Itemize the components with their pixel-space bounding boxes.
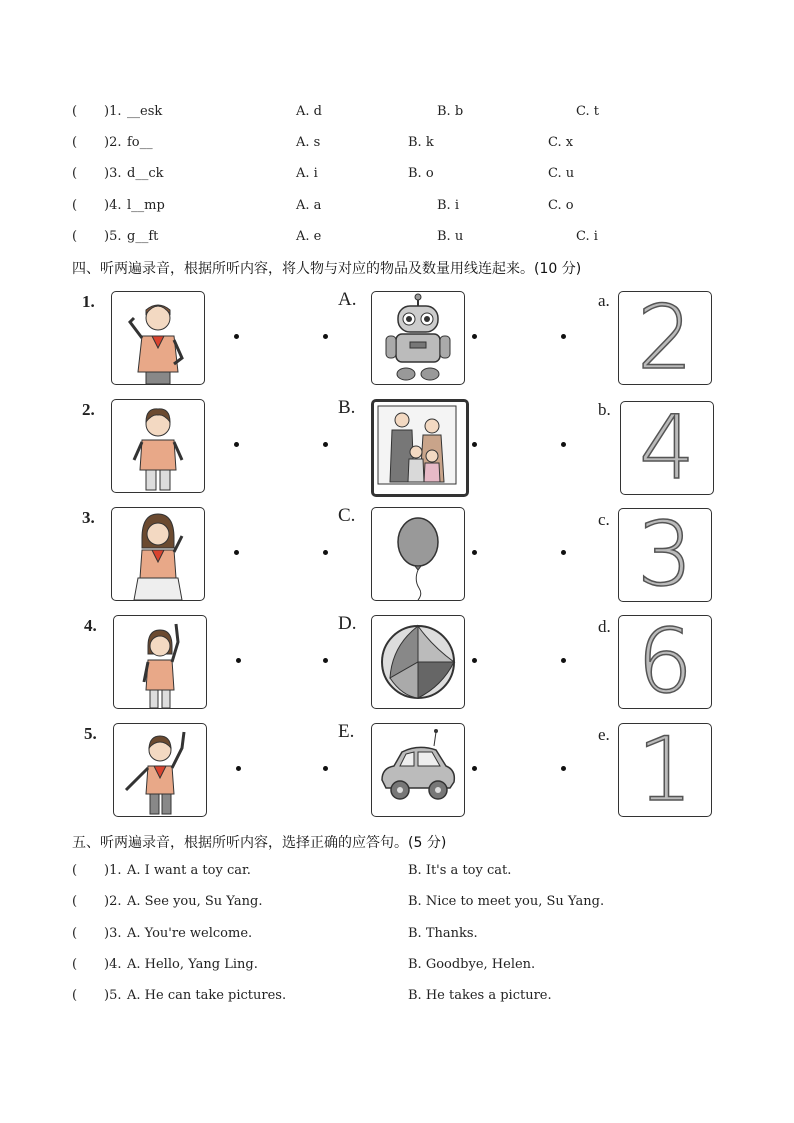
answer-paren[interactable]: ( bbox=[72, 166, 78, 181]
option-b[interactable]: B. k bbox=[408, 135, 434, 150]
number-card bbox=[620, 401, 714, 495]
person-girl-2-image bbox=[113, 615, 207, 709]
question-number: )5. bbox=[104, 988, 122, 1003]
match-dot[interactable] bbox=[561, 550, 566, 555]
answer-paren[interactable]: ( bbox=[72, 229, 78, 244]
option-a[interactable]: A. i bbox=[296, 166, 318, 181]
option-a[interactable]: A. You're welcome. bbox=[127, 926, 253, 941]
robot-icon bbox=[372, 292, 464, 384]
toy-car-image bbox=[371, 723, 465, 817]
question-number: )4. bbox=[104, 198, 122, 213]
question-number: )3. bbox=[104, 926, 122, 941]
option-a[interactable]: A. I want a toy car. bbox=[127, 863, 251, 878]
number-value: 4 bbox=[639, 401, 695, 495]
section4-title: 四、听两遍录音，根据所听内容，将人物与对应的物品及数量用线连起来。(10 分) bbox=[72, 261, 582, 277]
ball-image bbox=[371, 615, 465, 709]
person-label: 4. bbox=[84, 616, 97, 635]
family-photo-image bbox=[371, 399, 469, 497]
option-a[interactable]: A. He can take pictures. bbox=[127, 988, 287, 1003]
match-dot[interactable] bbox=[234, 334, 239, 339]
answer-paren[interactable]: ( bbox=[72, 988, 78, 1003]
match-dot[interactable] bbox=[234, 442, 239, 447]
answer-paren[interactable]: ( bbox=[72, 104, 78, 119]
match-dot[interactable] bbox=[561, 766, 566, 771]
question-number: )1. bbox=[104, 104, 122, 119]
option-b[interactable]: B. b bbox=[437, 104, 464, 119]
word-blank: fo__ bbox=[127, 135, 153, 150]
match-dot[interactable] bbox=[323, 658, 328, 663]
section5-title: 五、听两遍录音，根据所听内容，选择正确的应答句。(5 分) bbox=[72, 835, 447, 851]
match-dot[interactable] bbox=[236, 766, 241, 771]
question-number: )2. bbox=[104, 135, 122, 150]
person-girl-1-image bbox=[111, 507, 205, 601]
option-a[interactable]: A. Hello, Yang Ling. bbox=[127, 957, 258, 972]
option-c[interactable]: C. u bbox=[548, 166, 575, 181]
option-b[interactable]: B. u bbox=[437, 229, 464, 244]
number-label: d. bbox=[598, 617, 611, 636]
number-card bbox=[618, 291, 712, 385]
match-dot[interactable] bbox=[472, 334, 477, 339]
match-dot[interactable] bbox=[472, 766, 477, 771]
match-dot[interactable] bbox=[323, 334, 328, 339]
match-dot[interactable] bbox=[236, 658, 241, 663]
option-b[interactable]: B. o bbox=[408, 166, 434, 181]
object-label: E. bbox=[338, 721, 355, 742]
person-boy-3-image bbox=[113, 723, 207, 817]
number-value: 6 bbox=[637, 615, 693, 709]
match-dot[interactable] bbox=[234, 550, 239, 555]
object-label: B. bbox=[338, 397, 356, 418]
match-dot[interactable] bbox=[472, 550, 477, 555]
option-a[interactable]: A. d bbox=[296, 104, 322, 119]
match-dot[interactable] bbox=[323, 550, 328, 555]
question-number: )5. bbox=[104, 229, 122, 244]
match-dot[interactable] bbox=[472, 442, 477, 447]
option-b[interactable]: B. It's a toy cat. bbox=[408, 863, 512, 878]
option-c[interactable]: C. t bbox=[576, 104, 599, 119]
option-b[interactable]: B. Goodbye, Helen. bbox=[408, 957, 536, 972]
option-b[interactable]: B. He takes a picture. bbox=[408, 988, 552, 1003]
match-dot[interactable] bbox=[561, 658, 566, 663]
word-blank: l__mp bbox=[127, 198, 165, 213]
number-card bbox=[618, 723, 712, 817]
person-label: 1. bbox=[82, 292, 95, 311]
number-value: 1 bbox=[637, 723, 693, 817]
match-dot[interactable] bbox=[323, 766, 328, 771]
person-boy-2-image bbox=[111, 399, 205, 493]
word-blank: d__ck bbox=[127, 166, 164, 181]
toy-car-icon bbox=[372, 724, 464, 816]
option-c[interactable]: C. x bbox=[548, 135, 574, 150]
number-card bbox=[618, 508, 712, 602]
match-dot[interactable] bbox=[472, 658, 477, 663]
option-a[interactable]: A. a bbox=[296, 198, 322, 213]
match-dot[interactable] bbox=[323, 442, 328, 447]
number-value: 3 bbox=[637, 508, 693, 602]
option-c[interactable]: C. i bbox=[576, 229, 598, 244]
option-a[interactable]: A. s bbox=[296, 135, 321, 150]
object-label: D. bbox=[338, 613, 357, 634]
person-label: 2. bbox=[82, 400, 95, 419]
person-label: 5. bbox=[84, 724, 97, 743]
number-label: a. bbox=[598, 291, 610, 310]
option-b[interactable]: B. Nice to meet you, Su Yang. bbox=[408, 894, 605, 909]
match-dot[interactable] bbox=[561, 442, 566, 447]
number-label: c. bbox=[598, 510, 610, 529]
object-label: C. bbox=[338, 505, 356, 526]
answer-paren[interactable]: ( bbox=[72, 894, 78, 909]
answer-paren[interactable]: ( bbox=[72, 957, 78, 972]
ball-icon bbox=[372, 616, 464, 708]
person-label: 3. bbox=[82, 508, 95, 527]
family-photo-icon bbox=[374, 402, 460, 488]
number-card bbox=[618, 615, 712, 709]
object-label: A. bbox=[338, 289, 357, 310]
person-boy-1-image bbox=[111, 291, 205, 385]
word-blank: g__ft bbox=[127, 229, 159, 244]
robot-image bbox=[371, 291, 465, 385]
answer-paren[interactable]: ( bbox=[72, 926, 78, 941]
number-value: 2 bbox=[637, 291, 693, 385]
option-a[interactable]: A. e bbox=[296, 229, 322, 244]
match-dot[interactable] bbox=[561, 334, 566, 339]
question-number: )4. bbox=[104, 957, 122, 972]
question-number: )3. bbox=[104, 166, 122, 181]
balloon-image bbox=[371, 507, 465, 601]
question-number: )2. bbox=[104, 894, 122, 909]
option-b[interactable]: B. i bbox=[437, 198, 459, 213]
question-number: )1. bbox=[104, 863, 122, 878]
number-label: e. bbox=[598, 725, 610, 744]
option-c[interactable]: C. o bbox=[548, 198, 574, 213]
answer-paren[interactable]: ( bbox=[72, 863, 78, 878]
number-label: b. bbox=[598, 400, 611, 419]
balloon-icon bbox=[372, 508, 464, 600]
answer-paren[interactable]: ( bbox=[72, 198, 78, 213]
option-b[interactable]: B. Thanks. bbox=[408, 926, 478, 941]
option-a[interactable]: A. See you, Su Yang. bbox=[127, 894, 263, 909]
word-blank: __esk bbox=[127, 104, 163, 119]
answer-paren[interactable]: ( bbox=[72, 135, 78, 150]
